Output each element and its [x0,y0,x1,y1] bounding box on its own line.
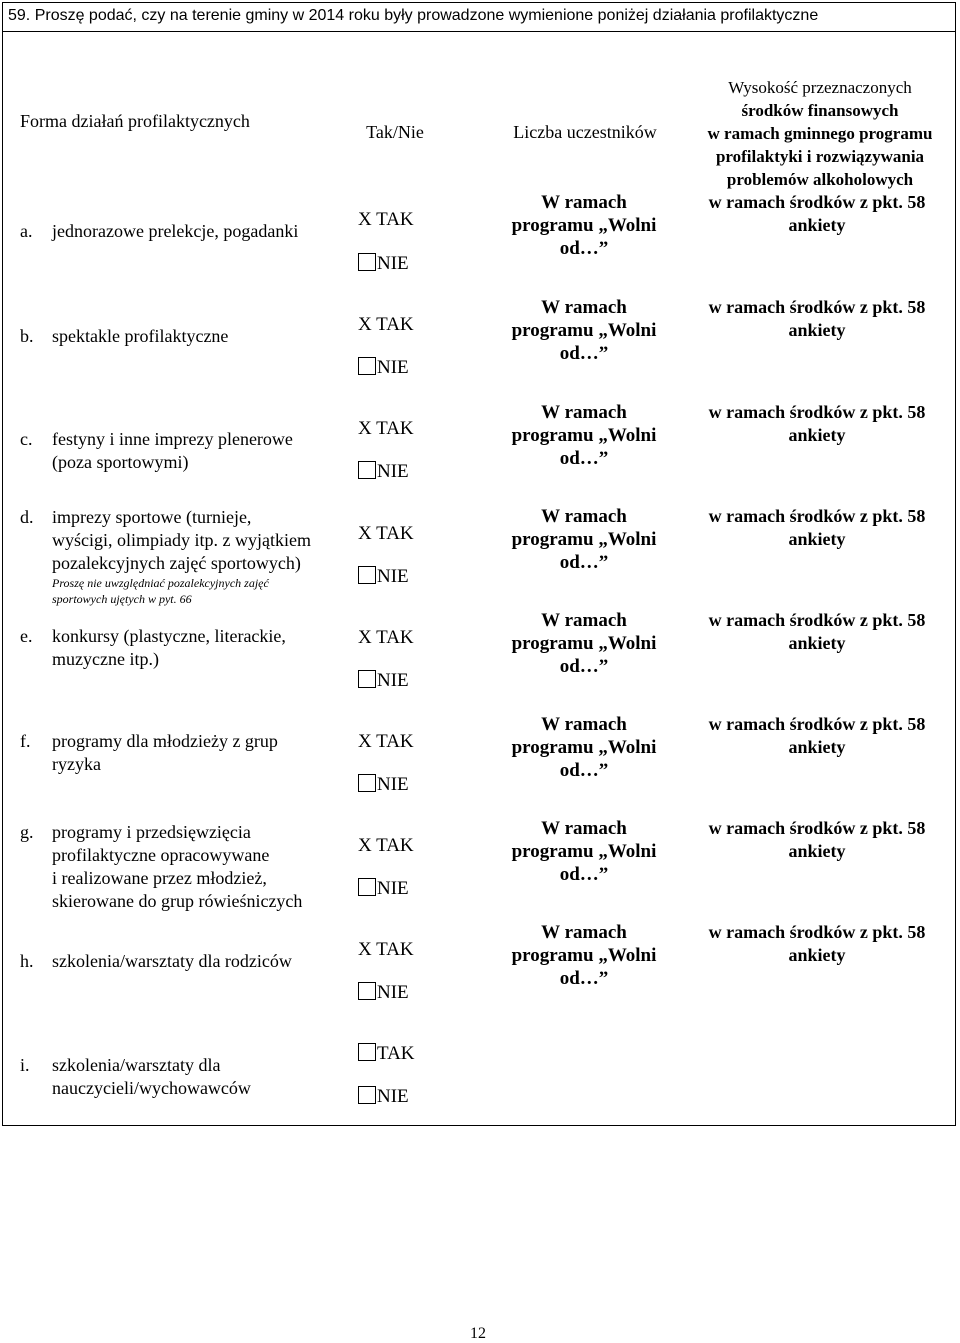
srodki-line: w ramach środków z pkt. 58 [708,714,926,734]
header-wysokosc-line: środków finansowych [741,101,899,120]
activity-text: imprezy sportowe (turnieje, [52,507,252,527]
activity-note-line: Proszę nie uwzględniać pozalekcyjnych zajęć [52,576,269,590]
uczestnicy-field[interactable] [499,296,669,365]
uczestnicy-line: programu „Wolni [511,320,657,341]
nie-checkbox[interactable] [358,982,376,1000]
activity-label [20,325,340,348]
uczestnicy-line: od…” [559,760,609,781]
uczestnicy-line: programu „Wolni [511,529,657,550]
nie-label: NIE [377,1086,409,1107]
nie-label: NIE [377,670,409,691]
srodki-field[interactable] [677,505,957,551]
header-wysokosc-line: w ramach gminnego programu [707,124,933,143]
activity-label [20,625,340,671]
activity-letter: b. [20,326,34,346]
nie-option[interactable] [358,1086,409,1108]
activity-label-line: (poza sportowymi) [52,452,189,472]
tak-option[interactable]: X TAK [358,523,414,544]
uczestnicy-field[interactable] [499,401,669,470]
srodki-field[interactable] [677,191,957,237]
nie-label: NIE [377,566,409,587]
activity-label-line: profilaktyczne opracowywane [52,845,270,865]
tak-option[interactable]: X TAK [358,314,414,335]
activity-text: spektakle profilaktyczne [52,326,229,346]
uczestnicy-line: programu „Wolni [511,945,657,966]
uczestnicy-field[interactable] [499,191,669,260]
header-wysokosc-line: Wysokość przeznaczonych [728,78,912,97]
srodki-line: ankiety [788,320,846,340]
activity-label-line [20,428,340,451]
activity-label-line [20,730,340,753]
activity-label-line: ryzyka [52,754,101,774]
header-wysokosc-line: profilaktyki i rozwiązywania [715,147,925,166]
activity-letter: f. [20,731,31,751]
tak-option[interactable]: X TAK [358,939,414,960]
uczestnicy-line: od…” [559,552,609,573]
nie-label: NIE [377,357,409,378]
tak-option[interactable]: X TAK [358,731,414,752]
nie-checkbox[interactable] [358,461,376,479]
srodki-line: ankiety [788,737,846,757]
nie-option[interactable] [358,461,409,483]
uczestnicy-line: W ramach [541,297,627,318]
uczestnicy-line: W ramach [541,922,627,943]
nie-option[interactable] [358,774,409,796]
uczestnicy-line: programu „Wolni [511,215,657,236]
activity-label [20,1054,340,1100]
srodki-line: w ramach środków z pkt. 58 [708,297,926,317]
activity-note-line: sportowych ujętych w pyt. 66 [52,592,192,606]
nie-checkbox[interactable] [358,878,376,896]
srodki-line: ankiety [788,633,846,653]
tak-option[interactable]: X TAK [358,418,414,439]
nie-checkbox[interactable] [358,1086,376,1104]
activity-label [20,506,340,607]
srodki-line: w ramach środków z pkt. 58 [708,506,926,526]
activity-letter: d. [20,507,34,527]
activity-label-line [20,625,340,648]
tak-option[interactable]: X TAK [358,209,414,230]
activity-label-line: muzyczne itp.) [52,649,159,669]
nie-option[interactable] [358,878,409,900]
nie-checkbox[interactable] [358,670,376,688]
srodki-field[interactable] [677,713,957,759]
nie-label: NIE [377,774,409,795]
srodki-field[interactable] [677,296,957,342]
srodki-line: ankiety [788,425,846,445]
uczestnicy-line: programu „Wolni [511,425,657,446]
nie-option[interactable] [358,566,409,588]
nie-option[interactable] [358,982,409,1004]
header-tak-nie: Tak/Nie [366,122,424,142]
srodki-line: w ramach środków z pkt. 58 [708,922,926,942]
uczestnicy-line: od…” [559,968,609,989]
srodki-line: ankiety [788,841,846,861]
uczestnicy-line: od…” [559,864,609,885]
question-title: 59. Proszę podać, czy na terenie gminy w 2014 roku były prowadzone wymienione poniżej działania profilaktyczne [2,2,956,32]
activity-label-line: i realizowane przez młodzież, [52,868,267,888]
activity-label [20,821,340,913]
activity-label-line: nauczycieli/wychowawców [52,1078,251,1098]
uczestnicy-line: programu „Wolni [511,737,657,758]
uczestnicy-line: programu „Wolni [511,841,657,862]
uczestnicy-line: od…” [559,656,609,677]
activity-text: festyny i inne imprezy plenerowe [52,429,293,449]
tak-checkbox[interactable] [358,1043,376,1061]
tak-option[interactable]: X TAK [358,835,414,856]
nie-label: NIE [377,461,409,482]
nie-checkbox[interactable] [358,253,376,271]
uczestnicy-field[interactable] [499,817,669,886]
nie-option[interactable] [358,253,409,275]
tak-option[interactable]: X TAK [358,627,414,648]
activity-label [20,220,340,243]
nie-checkbox[interactable] [358,566,376,584]
nie-checkbox[interactable] [358,774,376,792]
srodki-line: w ramach środków z pkt. 58 [708,192,926,212]
activity-letter: g. [20,822,34,842]
activity-letter: e. [20,626,33,646]
uczestnicy-line: od…” [559,448,609,469]
page-number: 12 [470,1325,486,1342]
activity-label-line [20,506,340,529]
srodki-field[interactable] [677,817,957,863]
header-liczba-uczestnikow: Liczba uczestników [513,122,657,142]
srodki-line: w ramach środków z pkt. 58 [708,818,926,838]
activity-letter: h. [20,951,34,971]
nie-checkbox[interactable] [358,357,376,375]
srodki-line: ankiety [788,215,846,235]
srodki-field[interactable] [677,921,957,967]
uczestnicy-field[interactable] [499,609,669,678]
uczestnicy-field[interactable] [499,713,669,782]
activity-text: szkolenia/warsztaty dla rodziców [52,951,292,971]
activity-letter: i. [20,1055,30,1075]
srodki-line: ankiety [788,945,846,965]
tak-label: TAK [377,1043,415,1064]
activity-label-line: skierowane do grup rówieśniczych [52,891,303,911]
uczestnicy-line: programu „Wolni [511,633,657,654]
activity-label [20,950,340,973]
activity-letter: a. [20,221,33,241]
tak-option[interactable] [358,1043,415,1065]
activity-label [20,428,340,474]
activity-text: szkolenia/warsztaty dla [52,1055,221,1075]
activity-label-line: wyścigi, olimpiady itp. z wyjątkiem [52,530,311,550]
srodki-line: ankiety [788,529,846,549]
srodki-field[interactable] [677,401,957,447]
activity-label-line [20,325,340,348]
activity-label-line [20,950,340,973]
activity-label-line: pozalekcyjnych zajęć sportowych) [52,553,301,573]
activity-label-line [20,220,340,243]
srodki-field[interactable] [677,609,957,655]
uczestnicy-line: W ramach [541,818,627,839]
nie-label: NIE [377,878,409,899]
activity-text: programy dla młodzieży z grup [52,731,278,751]
uczestnicy-line: W ramach [541,714,627,735]
nie-option[interactable] [358,357,409,379]
uczestnicy-line: W ramach [541,610,627,631]
activity-label [20,730,340,776]
header-forma: Forma działań profilaktycznych [20,111,250,131]
header-wysokosc-srodkow [680,76,960,191]
uczestnicy-line: W ramach [541,192,627,213]
srodki-line: w ramach środków z pkt. 58 [708,402,926,422]
uczestnicy-line: od…” [559,238,609,259]
uczestnicy-field[interactable] [499,505,669,574]
uczestnicy-line: W ramach [541,402,627,423]
uczestnicy-line: od…” [559,343,609,364]
activity-text: konkursy (plastyczne, literackie, [52,626,286,646]
uczestnicy-line: W ramach [541,506,627,527]
activity-letter: c. [20,429,33,449]
srodki-line: w ramach środków z pkt. 58 [708,610,926,630]
header-wysokosc-line: problemów alkoholowych [726,170,914,189]
nie-option[interactable] [358,670,409,692]
activity-text: programy i przedsięwzięcia [52,822,251,842]
activity-label-line [20,821,340,844]
nie-label: NIE [377,253,409,274]
activity-text: jednorazowe prelekcje, pogadanki [52,221,299,241]
nie-label: NIE [377,982,409,1003]
uczestnicy-field[interactable] [499,921,669,990]
activity-label-line [20,1054,340,1077]
